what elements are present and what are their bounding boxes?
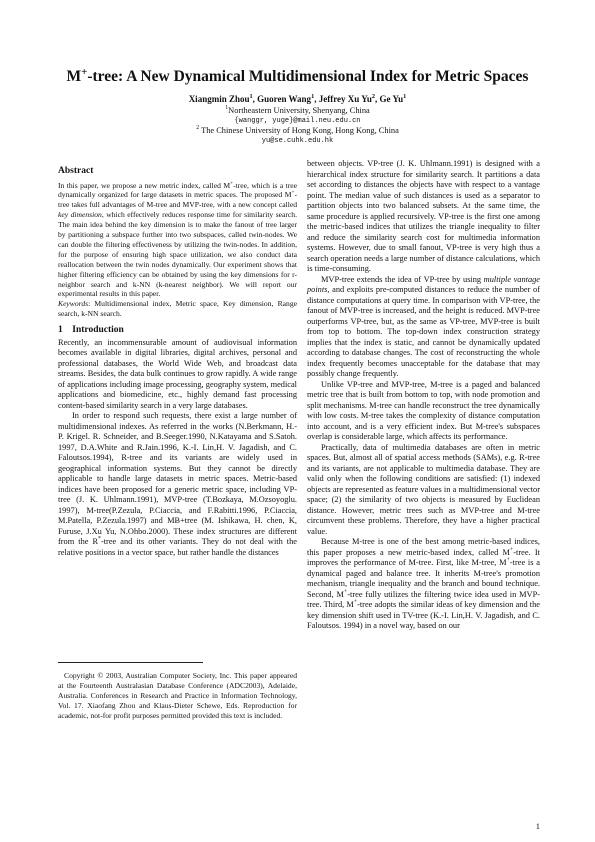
- affiliation-2: $^2$ The Chinese University of Hong Kong, Hong Kong, China yu@se.cuhk.edu.hk: [0, 126, 595, 146]
- author: Guoren Wang$^1$,: [257, 93, 319, 104]
- section-heading: 1 Introduction: [58, 325, 124, 336]
- affiliation-email: yu@se.cuhk.edu.hk: [261, 137, 334, 145]
- abstract-heading: Abstract: [58, 166, 94, 176]
- keywords: Keywords: Multidimensional index, Metric space, Key dimension, Range search, k-NN search.: [58, 299, 297, 319]
- footnote-divider: [58, 662, 203, 663]
- paper-title: M+-tree: A New Dynamical Multidimensional Index for Metric Spaces: [66, 65, 529, 85]
- affiliation-1: $^1$Northeastern University, Shenyang, China {wanggr, yuge}@mail.neu.edu.cn: [0, 106, 595, 126]
- page-number: 1: [535, 821, 540, 831]
- copyright-footnote: Copyright © 2003, Australian Computer Society, Inc. This paper appeared at the Fourteenth Australasian Database Conference (ADC2003), Adelaide, Australia. Conferences in Research and Practice in Information Technology, Vol. 17. Xiaofang Zhou and Klaus-Dieter Schewe, Eds. Reproduction for academic, not-for profit purposes permitted provided this text is included.: [58, 671, 297, 720]
- author-list: [0, 94, 595, 104]
- abstract-text: In this paper, we propose a new metric index, called M+-tree, which is a tree dynamically organized for large datasets in metric spaces. The proposed M+-tree takes full advantages of M-tree and MVP-tree, with a new concept called key dimension, which effectively reduces response time for similarity search. The main idea behind the key dimension is to make the fanout of tree larger by partitioning a subspace further into two subspaces, called twin-nodes. We can double the filtering effectiveness by utilizing the twin-nodes. In addition, for the purpose of ensuring high space utilization, we also conduct data reallocation between the twin nodes dynamically. Our experiment shows that higher filtering efficiency can be obtained by using the key dimensions for r-neighbor search and k-NN (k-nearest neighbor). We will report our experimental results in this paper.: [58, 179, 298, 299]
- affiliation-email: {wanggr, yuge}@mail.neu.edu.cn: [234, 117, 361, 125]
- body-paragraph: Unlike VP-tree and MVP-tree, M-tree is a paged and balanced metric tree that is built from bottom to top, with node promotion and split mechanisms. M-tree can handle reconstruct the tree dynamically with low costs. M-tree takes the complexity of distance computation into account, and is a very efficient index. But M-tree's subspaces overlap is considerable large, which affects its performance.: [307, 379, 540, 441]
- body-paragraph: Practically, data of multimedia databases are often in metric spaces. But, almost all of spatial access methods (SAMs), e.g. R-tree and its variants, are not applicable to multimedia database. They are valid only when the following conditions are satisfied: (1) indexed objects are represented as feature values in a multidimensional vector space; (2) the similarity of two objects is measured by Euclidean distance. However, metric trees such as MVP-tree and M-tree circumvent these problems. Therefore, they have a higher practical value.: [307, 442, 540, 536]
- intro-paragraph-1: Recently, an incommensurable amount of audiovisual information becomes available in digital libraries, digital archives, personal and professional databases, the World Wide Web, and broadcast data streams. Besides, the data bulk continues to grow rapidly. A wide range of applications including image processing, geography system, medical applications and biomedicine, etc., highly demand fast processing content-based similarity search in a very large databases.: [58, 337, 297, 410]
- body-paragraph: Because M-tree is one of the best among metric-based indices, this paper proposes a new metric-based index, called M+-tree. It improves the performance of M-tree. First, like M-tree, M+-tree is a dynamical paged and balance tree. It inherits M-tree's promotion mechanism, triangle inequality and the branch and bound technique. Second, M+-tree fully utilizes the filtering twice idea used in MVP-tree. Third, M+-tree adopts the similar ideas of key dimension and the key dimension shift used in TV-tree (K.-I. Lin,H. V. Jagadish, and C. Faloutsos. 1994) in a novel way, based on our: [307, 537, 540, 630]
- body-paragraph: between objects. VP-tree (J. K. Uhlmann.1991) is designed with a hierarchical index structure for similarity search. It partitions a data set according to distances the objects have with respect to a vantage point. The median value of such distances is used as a separator to partition objects into two balanced subsets. At the same time, the same procedure is applied recursively. VP-tree is the first one among the metric-based indices that utilizes the triangle inequality to filter and reduce the similarity search cost for multimedia information systems. However, due to small fanout, VP-tree is very high thus a search operation needs a large number of distance calculations, which is time-consuming.: [307, 159, 540, 273]
- author: Jeffrey Xu Yu$^2$,: [318, 93, 380, 104]
- intro-paragraph-2: In order to respond such requests, there exist a large number of multidimensional indexes. As referred in the works (N.Berkmann, H.-P. Krigel. R. Schneider, and B.Seeger.1990, N.Katayama and S.Satoh. 1997, D.A.White and R.Jain.1996, K.-I. Lin,H. V. Jagadish, and C. Faloutsos.1994), R-tree and its variants are widely used in geographical information systems. But they cannot be directly applicable to handle large datasets in metric spaces. Metric-based indices have been proposed for a generic metric space, including VP-tree (J. K. Uhlmann.1991), MVP-tree (T.Bozkaya, M.Ozsoyoglu. 1997), M-tree(P.Zezula, P.Ciaccia, and F.Rabitti.1996, P.Ciaccia, M.Patella, P.Zezula.1997) and MB+tree (M. Ishikawa, H. chen, K, Furuse, J.Xu Yu, N.Ohbo.2000). These index structures are different from the R*-tree and its other variants. They do not deal with the relative positions in a vector space, but rather handle the distances: [58, 411, 297, 557]
- author: Ge Yu$^1$: [379, 93, 407, 104]
- body-paragraph: MVP-tree extends the idea of VP-tree by using multiple vantage points, and exploits pre-computed distances to reduce the number of distance computations at query time. In comparison with VP-tree, the fanout of MVP-tree is increased, and the height is reduced. MVP-tree outperforms VP-tree, but, as the same as VP-tree, MVP-tree is built from top to bottom. The top-down index construction strategy implies that the index is static, and cannot be dynamically updated according to database changes. The cost of reconstructing the whole index frequently becomes unacceptable for the database that may possibly change frequently.: [307, 274, 540, 378]
- author: Xiangmin Zhou$^1$,: [188, 93, 258, 104]
- left-column: [58, 166, 297, 558]
- right-column: [307, 159, 540, 632]
